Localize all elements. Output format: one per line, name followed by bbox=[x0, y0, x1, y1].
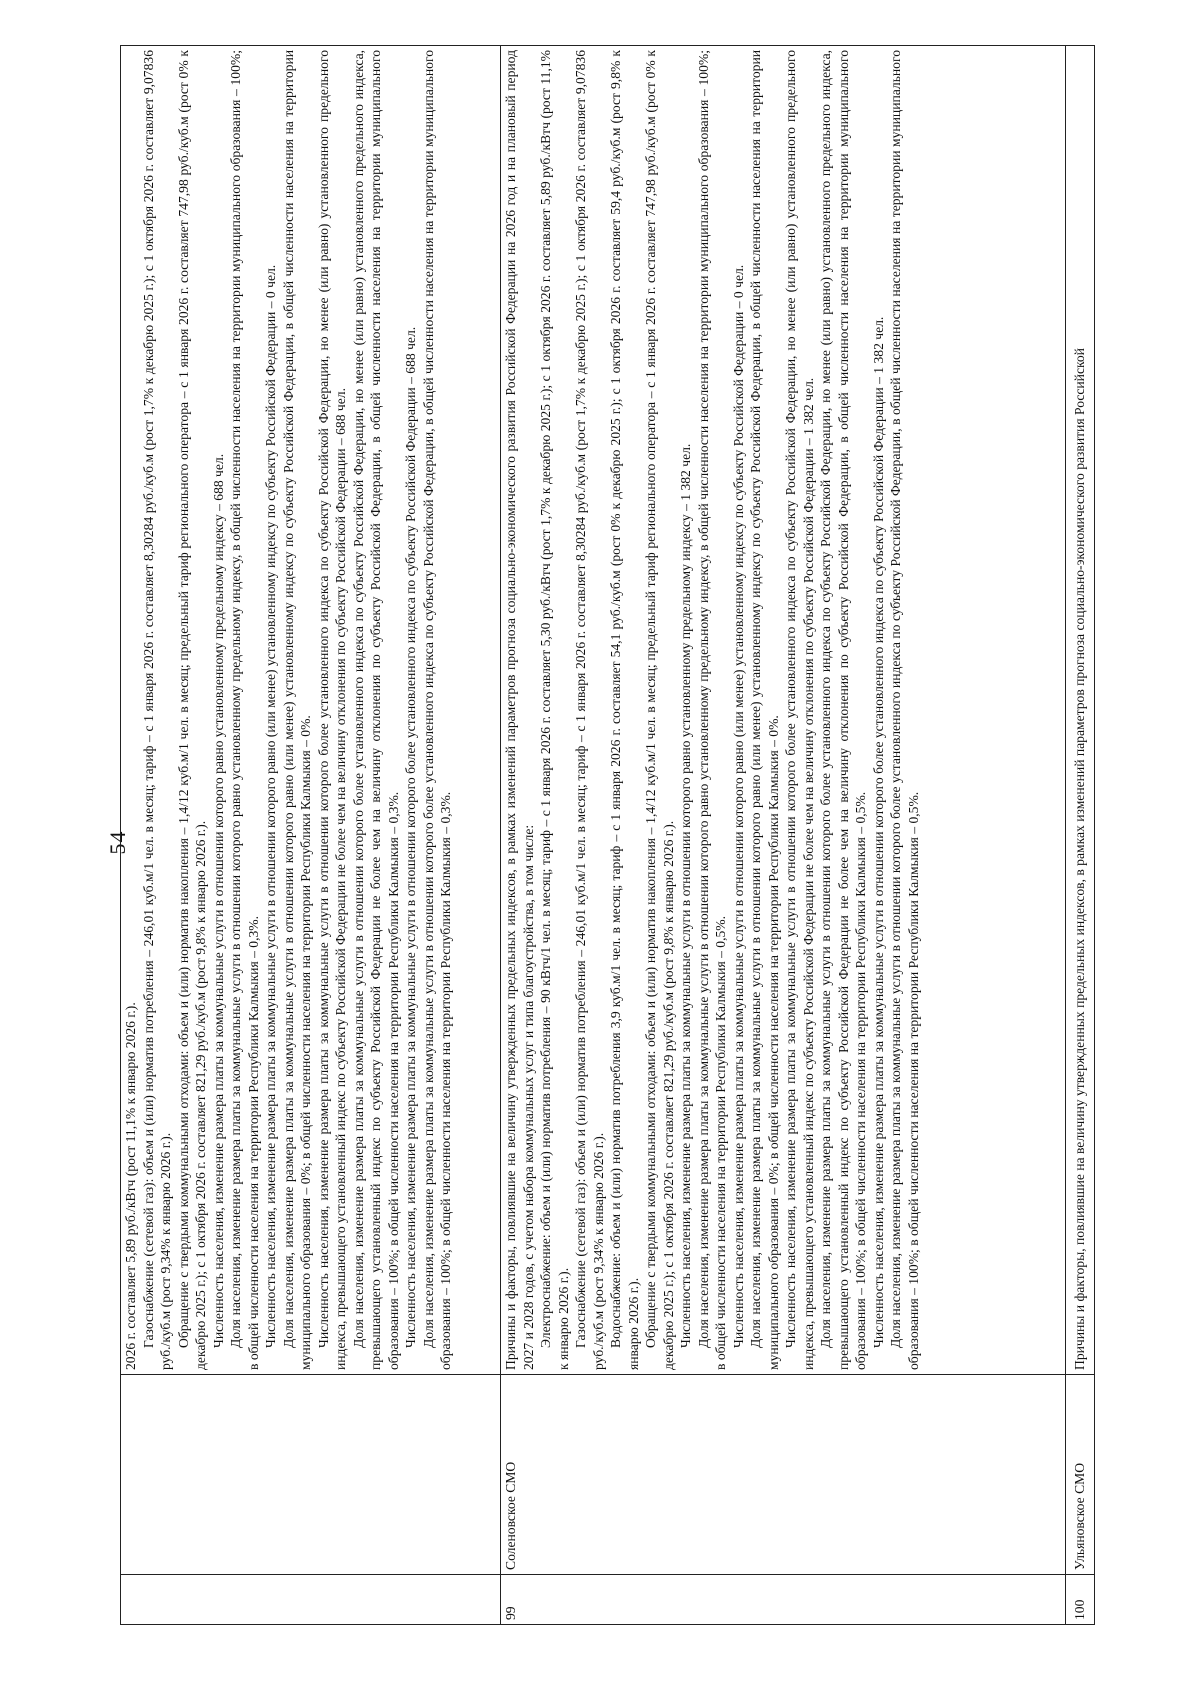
paragraph: Обращение с твердыми коммунальными отходами: объем и (или) норматив накопления – 1,4/12 куб.м/1 чел. в месяц; предельный тариф регионального оператора – с 1 января 2026 г. составляет 747,98 руб./куб.м (рост 0% к декабрю 2025 г.); с 1 октября 2026 г. составляет 821,29 руб./куб.м (рост 9,8% к январю 2026 г.). bbox=[643, 50, 676, 1370]
paragraph: Газоснабжение (сетевой газ): объем и (или) норматив потребления – 246,01 куб.м/1 чел. в месяц; тариф – с 1 января 2026 г. составляет 8,30284 руб./куб.м (рост 1,7% к декабрю 2025 г.); с 1 октября 2026 г. составляет 9,07836 руб./куб.м (рост 9,34% к январю 2026 г.). bbox=[140, 50, 173, 1370]
paragraph: Обращение с твердыми коммунальными отходами: объем и (или) норматив накопления – 1,4/12 куб.м/1 чел. в месяц; предельный тариф регионального оператора – с 1 января 2026 г. составляет 747,98 руб./куб.м (рост 0% к декабрю 2025 г.); с 1 октября 2026 г. составляет 821,29 руб./куб.м (рост 9,8% к январю 2026 г.). bbox=[175, 50, 208, 1370]
paragraph: Численность населения, изменение размера платы за коммунальные услуги в отношении которого равно (или менее) установленному индексу по субъекту Российской Федерации – 0 чел. bbox=[263, 264, 278, 1348]
table-row bbox=[501, 46, 1066, 1625]
paragraph: Численность населения, изменение размера платы за коммунальные услуги в отношении которого равно (или менее) установленному индексу по субъекту Российской Федерации – 0 чел. bbox=[730, 264, 746, 1348]
paragraph: 2026 г. составляет 5,89 руб./кВтч (рост 11,1% к январю 2026 г.). bbox=[123, 1002, 138, 1370]
paragraph: Численность населения, изменение размера платы за коммунальные услуги в отношении которого более установленного индекса по субъекту Российской Федерации – 688 чел. bbox=[403, 326, 418, 1348]
row-number-cell: 99 bbox=[501, 1575, 1066, 1625]
municipality-cell: Ульяновское СМО bbox=[1066, 1375, 1095, 1575]
paragraph: Причины и факторы, повлиявшие на величину утвержденных предельных индексов, в рамках изменений параметров прогноза социально-экономического развития Российской Федерации на 2026 год и на плановый период 2027 и 2028 годов, с учетом набора коммунальных услуг и типа благоустройства, в том числе: bbox=[503, 50, 536, 1370]
paragraph: Доля населения, изменение размера платы за коммунальные услуги в отношении которого более установленного индекса по субъекту Российской Федерации, в общей численности населения на территории муниципального образования – 100%; в общей численности населения на территории Республики Калмыкия – 0,5%. bbox=[888, 50, 921, 1370]
row-number-cell: 100 bbox=[1066, 1575, 1095, 1625]
paragraph: Доля населения, изменение размера платы за коммунальные услуги в отношении которого равно установленному предельному индексу, в общей численности населения на территории муниципального образования – 100%; в общей численности населения на территории Республики Калмыкия – 0,3%. bbox=[228, 50, 261, 1370]
paragraph: Электроснабжение: объем и (или) норматив потребления – 90 кВтч/1 чел. в месяц; тариф – с 1 января 2026 г. составляет 5,30 руб./кВтч (рост 1,7% к декабрю 2025 г.); с 1 октября 2026 г. составляет 5,89 руб./кВтч (рост 11,1% к январю 2026 г.). bbox=[538, 50, 571, 1370]
paragraph: Численность населения, изменение размера платы за коммунальные услуги в отношении которого равно установленному предельному индексу – 688 чел. bbox=[210, 453, 226, 1348]
paragraph: Численность населения, изменение размера платы за коммунальные услуги в отношении которого более установленного индекса по субъекту Российской Федерации – 1 382 чел. bbox=[870, 316, 886, 1348]
paragraph: Доля населения, изменение размера платы за коммунальные услуги в отношении которого более установленного индекса по субъекту Российской Федерации, в общей численности населения на территории муниципального образования – 100%; в общей численности населения на территории Республики Калмыкия – 0,3%. bbox=[420, 50, 453, 1370]
municipality-cell bbox=[121, 1375, 501, 1575]
paragraph: Водоснабжение: объем и (или) норматив потребления 3,9 куб.м/1 чел. в месяц; тариф – с 1 января 2026 г. составляет 54,1 руб./куб.м (рост 0% к декабрю 2025 г.); с 1 октября 2026 г. составляет 59,4 руб./куб.м (рост 9,8% к январю 2026 г.). bbox=[608, 50, 641, 1370]
description-cell bbox=[501, 46, 1066, 1375]
indices-table bbox=[120, 45, 1095, 1625]
row-number-cell bbox=[121, 1575, 501, 1625]
table-row bbox=[121, 46, 501, 1625]
paragraph: Доля населения, изменение размера платы за коммунальные услуги в отношении которого равно установленному предельному индексу, в общей численности населения на территории муниципального образования – 100%; в общей численности населения на территории Республики Калмыкия – 0,5%. bbox=[695, 50, 728, 1370]
paragraph: Доля населения, изменение размера платы за коммунальные услуги в отношении которого равно (или менее) установленному индексу по субъекту Российской Федерации, в общей численности населения на территории муниципального образования – 0%; в общей численности населения на территории Республики Калмыкия – 0%. bbox=[280, 50, 313, 1370]
paragraph: Численность населения, изменение размера платы за коммунальные услуги в отношении которого более установленного индекса по субъекту Российской Федерации, но менее (или равно) установленного предельного индекса, превышающего установленный индекс по субъекту Российской Федерации не более чем на величину отклонения по субъекту Российской Федерации – 1 382 чел. bbox=[783, 50, 816, 1370]
municipality-cell: Соленовское СМО bbox=[501, 1375, 1066, 1575]
description-cell bbox=[1066, 46, 1095, 1375]
paragraph: Численность населения, изменение размера платы за коммунальные услуги в отношении которого равно установленному предельному индексу – 1 382 чел. bbox=[678, 443, 693, 1348]
paragraph: Доля населения, изменение размера платы за коммунальные услуги в отношении которого более установленного индекса по субъекту Российской Федерации, но менее (или равно) установленного предельного индекса, превышающего установленный индекс по субъекту Российской Федерации не более чем на величину отклонения по субъекту Российской Федерации, в общей численности населения на территории муниципального образования – 100%; в общей численности населения на территории Республики Калмыкия – 0,3%. bbox=[350, 50, 401, 1370]
page-number: 54 bbox=[105, 830, 130, 855]
paragraph: Газоснабжение (сетевой газ): объем и (или) норматив потребления – 246,01 куб.м/1 чел. в месяц; тариф – с 1 января 2026 г. составляет 8,30284 руб./куб.м (рост 1,7% к декабрю 2025 г.); с 1 октября 2026 г. составляет 9,07836 руб./куб.м (рост 9,34% к январю 2026 г.). bbox=[573, 50, 606, 1370]
description-cell bbox=[121, 46, 501, 1375]
paragraph: Численность населения, изменение размера платы за коммунальные услуги в отношении которого более установленного индекса по субъекту Российской Федерации, но менее (или равно) установленного предельного индекса, превышающего установленный индекс по субъекту Российской Федерации не более чем на величину отклонения по субъекту Российской Федерации – 688 чел. bbox=[315, 50, 348, 1370]
paragraph: Доля населения, изменение размера платы за коммунальные услуги в отношении которого более установленного индекса по субъекту Российской Федерации, но менее (или равно) установленного предельного индекса, превышающего установленный индекс по субъекту Российской Федерации не более чем на величину отклонения по субъекту Российской Федерации, в общей численности населения на территории муниципального образования – 100%; в общей численности населения на территории Республики Калмыкия – 0,5%. bbox=[818, 50, 868, 1370]
paragraph: Причины и факторы, повлиявшие на величину утвержденных предельных индексов, в рамках изменений параметров прогноза социально-экономического развития Российской bbox=[1072, 348, 1088, 1370]
paragraph: Доля населения, изменение размера платы за коммунальные услуги в отношении которого равно (или менее) установленному индексу по субъекту Российской Федерации, в общей численности населения на территории муниципального образования – 0%; в общей численности населения на территории Республики Калмыкия – 0%. bbox=[748, 50, 781, 1370]
table-row bbox=[1066, 46, 1095, 1625]
